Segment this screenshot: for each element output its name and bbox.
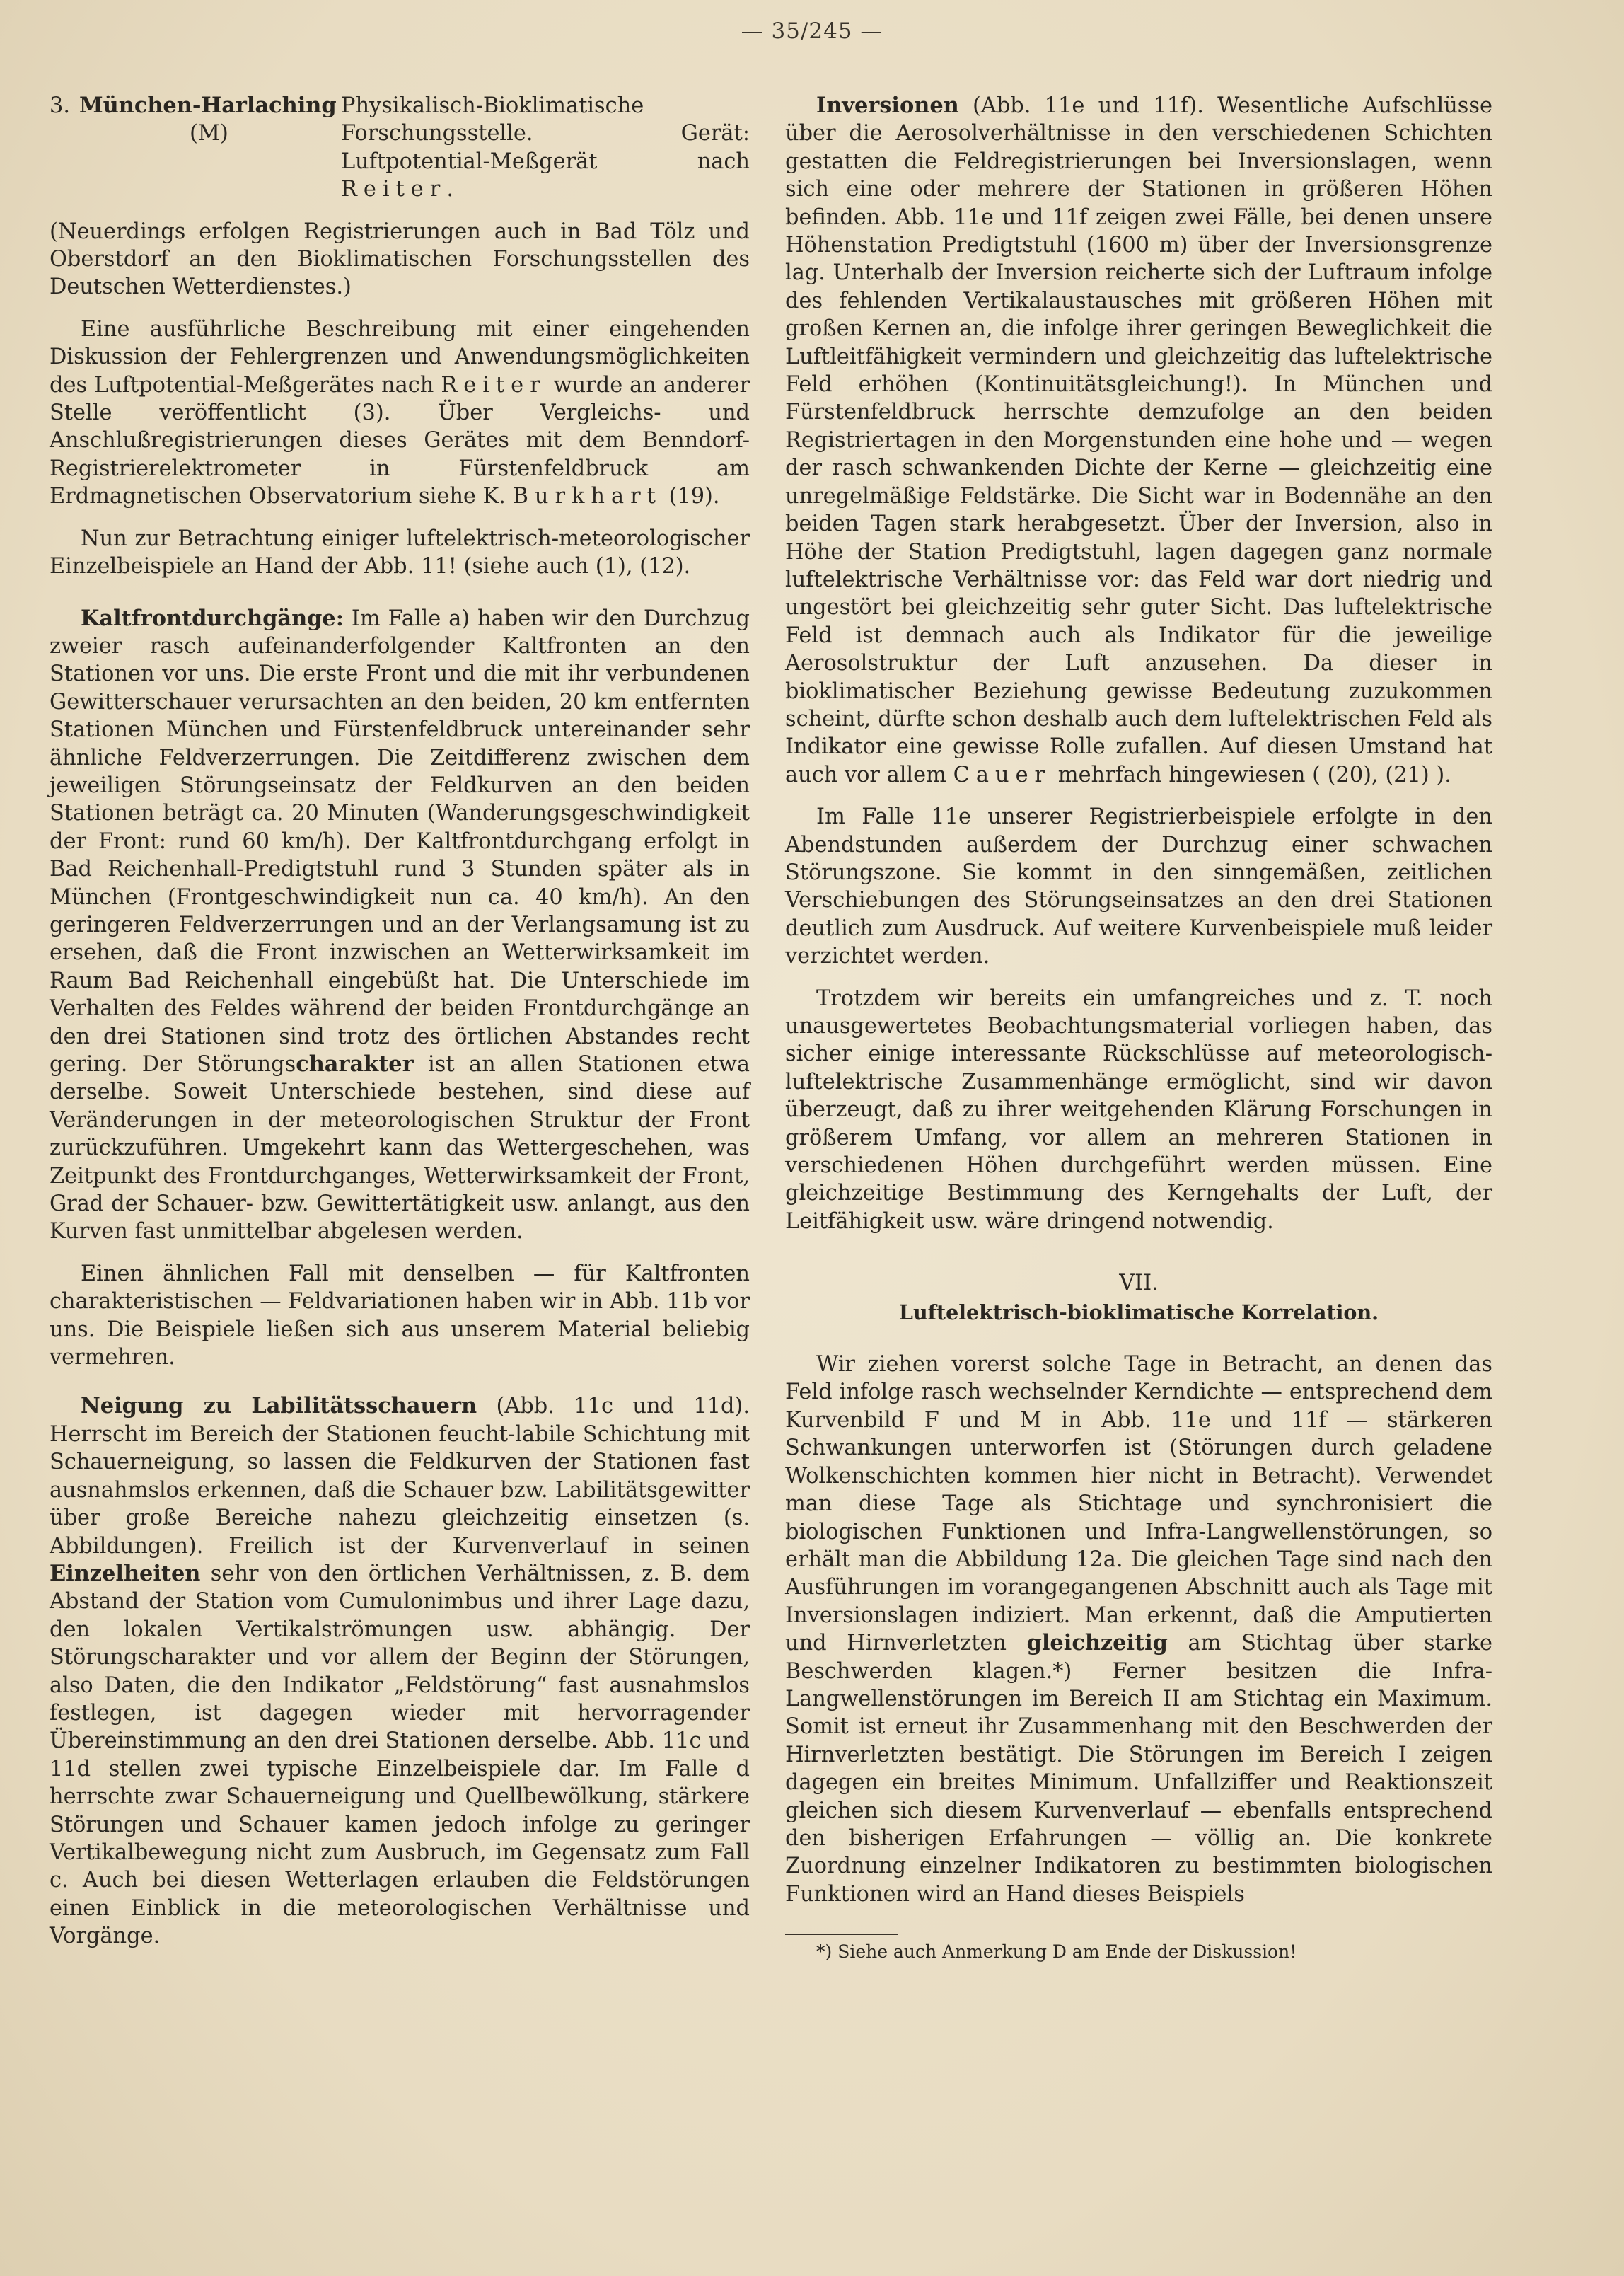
subsection-heading: Kaltfrontdurchgänge: bbox=[81, 605, 344, 631]
emphasis: charakter bbox=[296, 1051, 414, 1077]
right-column bbox=[785, 92, 1492, 1977]
author-name: Cauer bbox=[953, 762, 1052, 787]
paragraph: Inversionen (Abb. 11e und 11f). Wesentliche Aufschlüsse über die Aerosolverhältnisse in den verschiedenen Schichten gestatten die Feldregistrierungen bei Inversionslagen, wenn sich eine oder mehrere der Stationen in größeren Höhen befinden. Abb. 11e und 11f zeigen zwei Fälle, bei denen unsere Höhenstation Predigtstuhl (1600 m) über der Inversionsgrenze lag. Unterhalb der Inversion reicherte sich der Luftraum infolge des fehlenden Vertikalaustausches mit größeren Höhen mit großen Kernen an, die infolge ihrer geringen Beweglichkeit die Luftleitfähigkeit vermindern und gleichzeitig das luftelektrische Feld erhöhen (Kontinuitätsgleichung!). In München und Fürstenfeldbruck herrschte demzufolge an den beiden Registriertagen in den Morgenstunden eine hohe und — wegen der rasch schwankenden Dichte der Kerne — gleichzeitig eine unregelmäßige Feldstärke. Die Sicht war in Bodennähe an den beiden Tagen stark herabgesetzt. Über der Inversion, also in Höhe der Station Predigtstuhl, lagen dagegen ganz normale luftelektrische Verhältnisse vor: das Feld war dort niedrig und ungestört bei gleichzeitig sehr guter Sicht. Das luftelektrische Feld ist demnach auch als Indikator für die jeweilige Aerosolstruktur der Luft anzusehen. Da dieser in bioklimatischer Beziehung gewisse Bedeutung zuzukommen scheint, dürfte schon deshalb auch dem luftelektrischen Feld als Indikator eine gewisse Rolle zufallen. Auf diesen Umstand hat auch vor allem Cauer mehrfach hingewiesen ( (20), (21) ). bbox=[785, 93, 1492, 787]
section-number: VII. bbox=[1119, 1271, 1159, 1296]
paragraph: Einen ähnlichen Fall mit denselben — für Kaltfronten charakteristischen — Feldvariationen haben wir in Abb. 11b vor uns. Die Beispiele ließen sich aus unserem Material beliebig vermehren. bbox=[50, 1261, 750, 1370]
emphasis: gleichzeitig bbox=[1026, 1630, 1168, 1656]
entry-number: 3. bbox=[50, 93, 70, 118]
paragraph: Eine ausführliche Beschreibung mit einer eingehenden Diskussion der Fehlergrenzen und Anwendungsmöglichkeiten des Luftpotential-Meßgerätes nach Reiter wurde an anderer Stelle veröffentlicht (3). Über Vergleichs- und Anschlußregistrierungen dieses Gerätes mit dem Benndorf-Registrierelektrometer in Fürstenfeldbruck am Erdmagnetischen Observatorium siehe K. Burkhart (19). bbox=[50, 316, 750, 509]
page-number-header: — 35/245 — bbox=[741, 18, 883, 44]
station-description: Physikalisch-Bioklimatische Forschungsstelle. Gerät: Luftpotential-Meßgerät nach Reiter. bbox=[341, 93, 750, 202]
station-abbreviation: (M) bbox=[190, 121, 228, 146]
station-name bbox=[79, 92, 341, 204]
author-name: Reiter bbox=[441, 372, 547, 398]
paragraph: Kaltfrontdurchgänge: Im Falle a) haben wir den Durchzug zweier rasch aufeinanderfolgender Kaltfronten an den Stationen vor uns. Die erste Front und die mit ihr verbundenen Gewitterschauer verursachten an den beiden, 20 km entfernten Stationen München und Fürstenfeldbruck untereinander sehr ähnliche Feldverzerrungen. Die Zeitdifferenz zwischen dem jeweiligen Störungseinsatz der Feldkurven an den beiden Stationen beträgt ca. 20 Minuten (Wanderungsgeschwindigkeit der Front: rund 60 km/h). Der Kaltfrontdurchgang erfolgt in Bad Reichenhall-Predigtstuhl rund 3 Stunden später als in München (Frontgeschwindigkeit nun ca. 40 km/h). An den geringeren Feldverzerrungen und an der Verlangsamung ist zu ersehen, daß die Front inzwischen an Wetterwirksamkeit im Raum Bad Reichenhall eingebüßt hat. Die Unterschiede im Verhalten des Feldes während der beiden Frontdurchgänge an den drei Stationen sind trotz des örtlichen Abstandes recht gering. Der Störungscharakter ist an allen Stationen etwa derselbe. Soweit Unterschiede bestehen, sind diese auf Veränderungen in der meteorologischen Struktur der Front zurückzuführen. Umgekehrt kann das Wettergeschehen, was Zeitpunkt des Frontdurchganges, Wetterwirksamkeit der Front, Grad der Schauer- bzw. Gewittertätigkeit usw. anlangt, aus den Kurven fast unmittelbar abgelesen werden. bbox=[50, 605, 750, 1244]
footnote: *) Siehe auch Anmerkung D am Ende der Diskussion! bbox=[816, 1941, 1297, 1963]
author-name: Reiter bbox=[341, 177, 447, 202]
station-name-text: München-Harlaching bbox=[79, 93, 337, 118]
note-paragraph: (Neuerdings erfolgen Registrierungen auch in Bad Tölz und Oberstdorf an den Bioklimatischen Forschungsstellen des Deutschen Wetterdienstes.) bbox=[50, 219, 750, 300]
author-name: Burkhart bbox=[512, 484, 662, 509]
paragraph: Im Falle 11e unserer Registrierbeispiele erfolgte in den Abendstunden außerdem der Durchzug einer schwachen Störungszone. Sie kommt in den sinngemäßen, zeitlichen Verschiebungen des Störungseinsatzes an den drei Stationen deutlich zum Ausdruck. Auf weitere Kurvenbeispiele muß leider verzichtet werden. bbox=[785, 804, 1492, 969]
left-column bbox=[50, 92, 750, 1965]
paragraph: Trotzdem wir bereits ein umfangreiches und z. T. noch unausgewertetes Beobachtungsmaterial vorliegen haben, das sicher einige interessante Rückschlüsse auf meteorologisch-luftelektrische Zusammenhänge ermöglicht, sind wir davon überzeugt, daß zu ihrer weitgehenden Klärung Forschungen in größerem Umfang, vor allem an mehreren Stationen in verschiedenen Höhen durchgeführt werden müssen. Eine gleichzeitige Bestimmung des Kerngehalts der Luft, der Leitfähigkeit usw. wäre dringend notwendig. bbox=[785, 986, 1492, 1234]
section-title: Luftelektrisch-bioklimatische Korrelation. bbox=[898, 1300, 1379, 1324]
station-entry bbox=[50, 92, 750, 204]
paragraph: Nun zur Betrachtung einiger luftelektrisch-meteorologischer Einzelbeispiele an Hand der Abb. 11! (siehe auch (1), (12). bbox=[50, 526, 750, 579]
emphasis: Einzelheiten bbox=[50, 1560, 201, 1586]
paragraph: Wir ziehen vorerst solche Tage in Betracht, an denen das Feld infolge rasch wechselnder Kerndichte — entsprechend dem Kurvenbild F und M in Abb. 11e und 11f — stärkeren Schwankungen unterworfen ist (Störungen durch geladene Wolkenschichten kommen hier nicht in Betracht). Verwendet man diese Tage als Stichtage und synchronisiert die biologischen Funktionen und Infra-Langwellenstörungen, so erhält man die Abbildung 12a. Die gleichen Tage sind nach den Ausführungen im vorangegangenen Abschnitt auch als Tage mit Inversionslagen indiziert. Man erkennt, daß die Amputierten und Hirnverletzten gleichzeitig am Stichtag über starke Beschwerden klagen.*) Ferner besitzen die Infra-Langwellenstörungen im Bereich II am Stichtag ein Maximum. Somit ist erneut ihr Zusammenhang mit den Beschwerden der Hirnverletzten bestätigt. Die Störungen im Bereich I zeigen dagegen ein breites Minimum. Unfallziffer und Reaktionszeit gleichen sich diesem Kurvenverlauf — ebenfalls entsprechend den bisherigen Erfahrungen — völlig an. Die konkrete Zuordnung einzelner Indikatoren zu bestimmten biologischen Funktionen wird an Hand dieses Beispiels bbox=[785, 1352, 1493, 1907]
paragraph: Neigung zu Labilitätsschauern (Abb. 11c und 11d). Herrscht im Bereich der Stationen feucht-labile Schichtung mit Schauerneigung, so lassen die Feldkurven der Stationen fast ausnahmslos erkennen, daß die Schauer bzw. Labilitätsgewitter über große Bereiche nahezu gleichzeitig einsetzen (s. Abbildungen). Freilich ist der Kurvenverlauf in seinen Einzelheiten sehr von den örtlichen Verhältnissen, z. B. dem Abstand der Station vom Cumulonimbus und ihrer Lage dazu, den lokalen Vertikalströmungen usw. abhängig. Der Störungscharakter und vor allem der Beginn der Störungen, also Daten, die den Indikator „Feldstörung“ fast ausnahmslos festlegen, ist dagegen wieder mit hervorragender Übereinstimmung an den drei Stationen derselbe. Abb. 11c und 11d stellen zwei typische Einzelbeispiele dar. Im Falle d herrschte zwar Schauerneigung und Quellbewölkung, stärkere Störungen und Schauer kamen jedoch infolge zu geringer Vertikalbewegung nicht zum Ausbruch, im Gegensatz zum Fall c. Auch bei diesen Wetterlagen erlauben die Feldstörungen einen Einblick in die meteorologischen Verhältnisse und Vorgänge. bbox=[50, 1393, 750, 1949]
subsection-heading: Inversionen bbox=[816, 93, 959, 118]
footnote-divider bbox=[785, 1934, 898, 1935]
subsection-heading: Neigung zu Labilitätsschauern bbox=[81, 1393, 477, 1419]
